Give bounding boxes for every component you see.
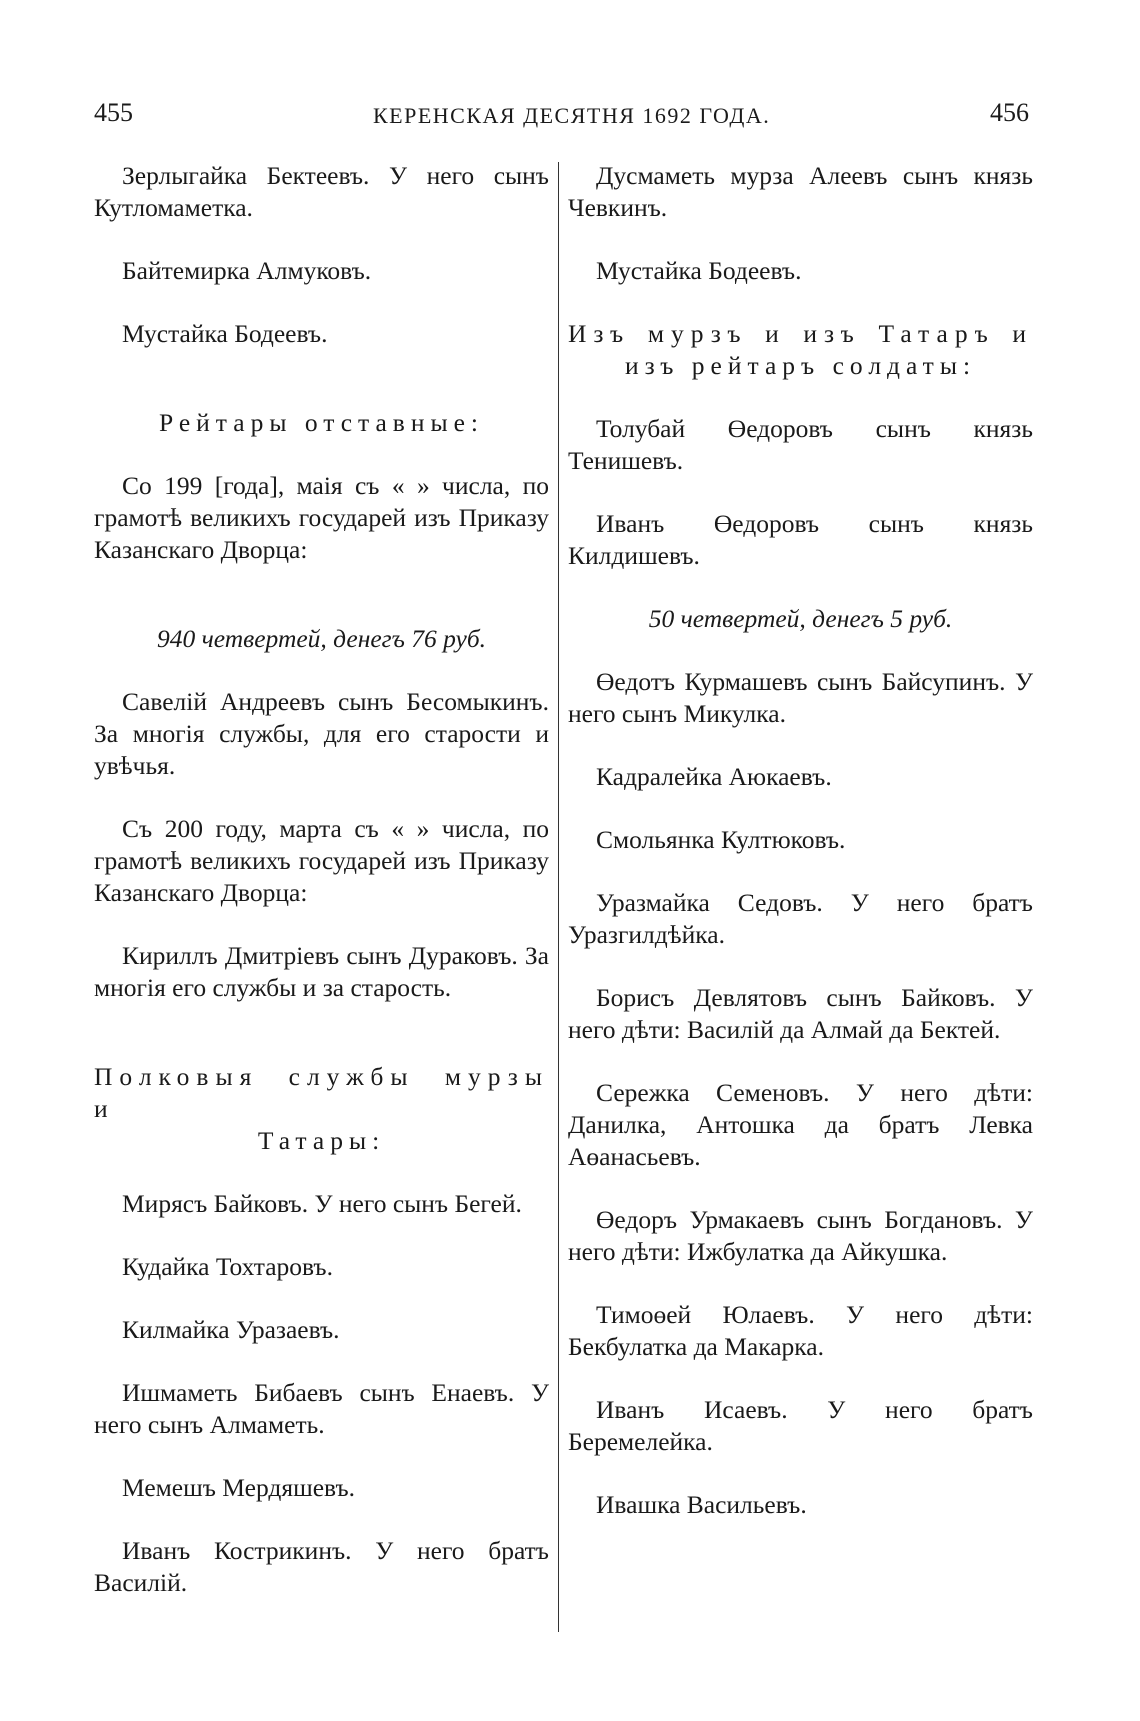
entry: Съ 200 году, марта съ « » числа, по грамотѣ великихъ государей изъ Приказу Казанскаго Дворца: [94,814,549,907]
entry: Смольянка Култюковъ. [596,825,846,854]
entry: Өедоръ Урмакаевъ сынъ Богдановъ. У него дѣти: Ижбулатка да Айкушка. [568,1205,1033,1266]
entry: Сережка Семеновъ. У него дѣти: Данилка, Антошка да братъ Левка Аөанасьевъ. [568,1078,1033,1171]
entry: Иванъ Кострикинъ. У него братъ Василій. [94,1536,549,1597]
entry: Тимоөей Юлаевъ. У него дѣти: Бекбулатка да Макарка. [568,1300,1033,1361]
section-heading: Рейтары отставные: [158,408,485,437]
entry: Кириллъ Дмитріевъ сынъ Дураковъ. За многія его службы и за старость. [94,941,549,1002]
entry: Иванъ Исаевъ. У него братъ Беремелейка. [568,1395,1033,1456]
page-number-right: 456 [990,98,1029,127]
entry: Ивашка Васильевъ. [596,1490,807,1519]
entry: Иванъ Өедоровъ сынъ князь Килдишевъ. [568,509,1033,570]
entry: Уразмайка Седовъ. У него братъ Уразгилдѣйка. [568,888,1033,949]
entry: Мустайка Бодеевъ. [596,256,802,285]
column-divider [558,162,559,1632]
entry: Борисъ Девлятовъ сынъ Байковъ. У него дѣти: Василій да Алмай да Бектей. [568,983,1033,1044]
entry: Мемешъ Мердяшевъ. [122,1473,355,1502]
page-number-left: 455 [94,98,133,127]
entry: Дусмаметь мурза Алеевъ сынъ князь Чевкинъ. [568,161,1033,222]
allowance-line: 940 четвертей, денегъ 76 руб. [156,624,487,653]
entry: Килмайка Уразаевъ. [122,1315,340,1344]
entry: Мирясъ Байковъ. У него сынъ Бегей. [122,1189,522,1218]
section-heading-line: Изъ мурзъ и изъ Татаръ и [568,319,1033,348]
entry: Өедотъ Курмашевъ сынъ Байсупинъ. У него сынъ Микулка. [568,667,1033,728]
section-heading-line: изъ рейтаръ солдаты: [624,351,977,380]
entry: Ишмаметь Бибаевъ сынъ Енаевъ. У него сынъ Алмаметь. [94,1378,549,1439]
running-title: КЕРЕНСКАЯ ДЕСЯТНЯ 1692 ГОДА. [373,103,771,128]
right-column [568,160,1033,1552]
section-heading [94,1061,549,1157]
entry: Мустайка Бодеевъ. [122,319,328,348]
entry: Зерлыгайка Бектеевъ. У него сынъ Кутломаметка. [94,161,549,222]
section-heading-line: Полковыя службы мурзы и [94,1062,549,1123]
allowance-line: 50 четвертей, денегъ 5 руб. [648,604,953,633]
entry: Байтемирка Алмуковъ. [122,256,372,285]
section-heading-line: Татары: [257,1126,386,1155]
entry: Савелій Андреевъ сынъ Бесомыкинъ. За многія службы, для его старости и увѣчья. [94,687,549,780]
section-heading [568,318,1033,382]
entry: Со 199 [года], маія съ « » числа, по грамотѣ великихъ государей изъ Приказу Казанскаго Дворца: [94,471,549,564]
entry: Толубай Өедоровъ сынъ князь Тенишевъ. [568,414,1033,475]
entry: Кудайка Тохтаровъ. [122,1252,333,1281]
left-column [94,160,549,1630]
entry: Кадралейка Аюкаевъ. [596,762,832,791]
